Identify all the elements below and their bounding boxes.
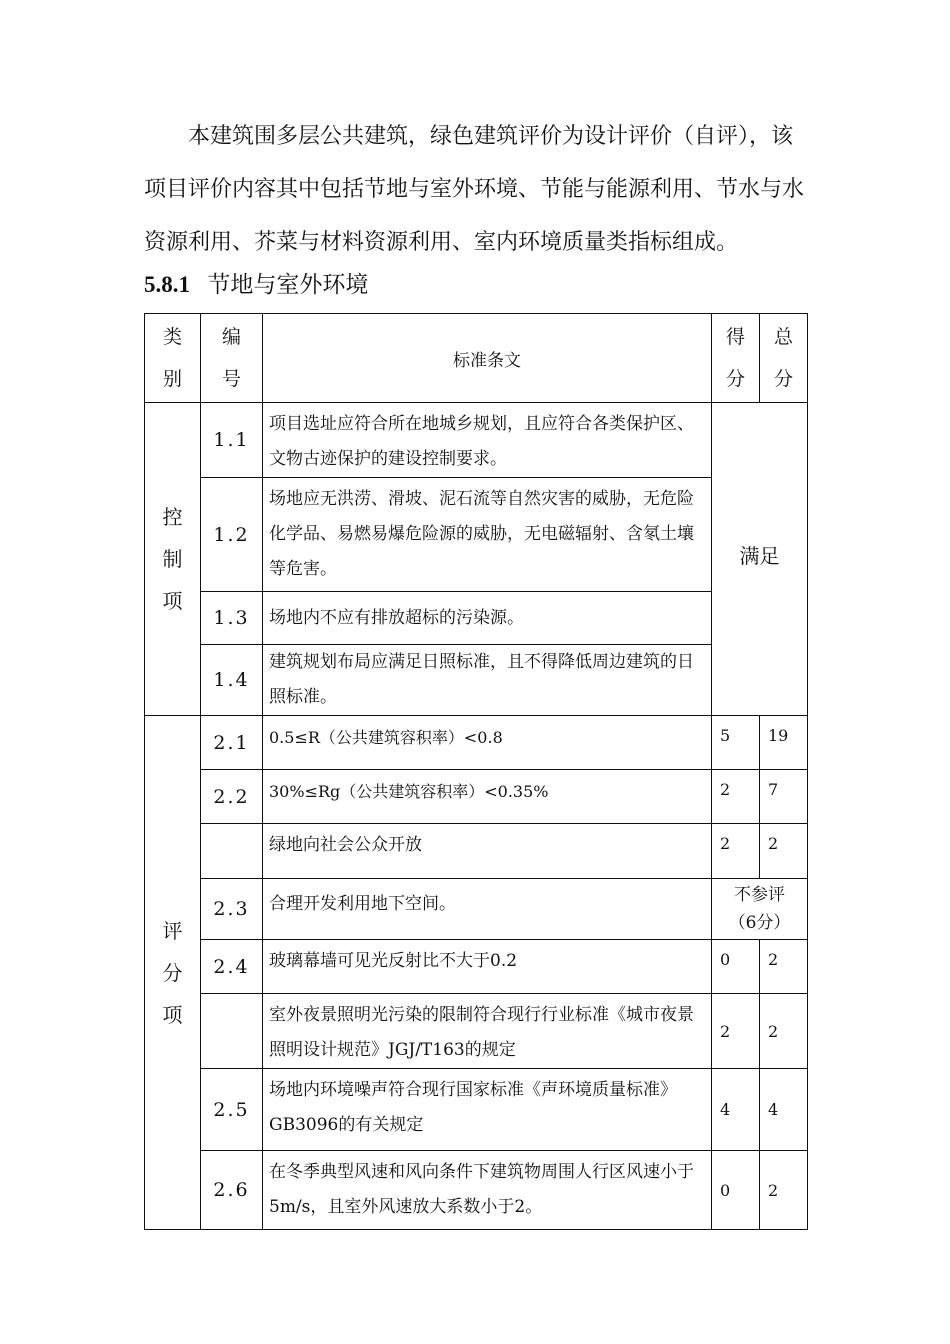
row-number: 2.6 [201, 1151, 263, 1230]
row-total: 2 [760, 994, 808, 1069]
row-score: 2 [712, 770, 760, 824]
row-clause: 场地内环境噪声符合现行国家标准《声环境质量标准》GB3096的有关规定 [263, 1069, 712, 1151]
row-total: 2 [760, 1151, 808, 1230]
row-merged-score: 不参评（6分） [712, 879, 808, 940]
row-clause: 玻璃幕墙可见光反射比不大于0.2 [263, 940, 712, 994]
row-clause: 场地应无洪涝、滑坡、泥石流等自然灾害的威胁，无危险化学品、易燃易爆危险源的威胁，无电磁辐射、含氡土壤等危害。 [263, 478, 712, 592]
table-row [145, 645, 808, 716]
section-number: 5.8.1 [144, 272, 190, 297]
header-clause: 标准条文 [263, 314, 712, 403]
row-number: 2.5 [201, 1069, 263, 1151]
row-score: 4 [712, 1069, 760, 1151]
table-row [145, 716, 808, 770]
table-row [145, 592, 808, 645]
category-control: 控 制 项 [145, 403, 201, 716]
table-row [145, 879, 808, 940]
row-number [201, 994, 263, 1069]
row-number: 1.4 [201, 645, 263, 716]
row-clause: 在冬季典型风速和风向条件下建筑物周围人行区风速小于5m/s，且室外风速放大系数小于2。 [263, 1151, 712, 1230]
intro-paragraph [144, 110, 808, 269]
table-row [145, 940, 808, 994]
table-row [145, 1151, 808, 1230]
intro-line-1: 本建筑围多层公共建筑，绿色建筑评价为设计评价（自评），该 [188, 124, 794, 149]
row-score: 2 [712, 994, 760, 1069]
row-clause: 合理开发利用地下空间。 [263, 879, 712, 940]
table-row [145, 824, 808, 879]
evaluation-table [144, 313, 808, 1230]
row-score: 0 [712, 1151, 760, 1230]
row-clause: 建筑规划布局应满足日照标准，且不得降低周边建筑的日照标准。 [263, 645, 712, 716]
table-row [145, 994, 808, 1069]
row-total: 7 [760, 770, 808, 824]
row-number: 1.2 [201, 478, 263, 592]
header-number: 编 号 [201, 314, 263, 403]
row-number: 2.3 [201, 879, 263, 940]
row-score: 5 [712, 716, 760, 770]
row-number: 1.1 [201, 403, 263, 478]
table-row [145, 1069, 808, 1151]
row-total: 2 [760, 824, 808, 879]
row-score: 2 [712, 824, 760, 879]
control-result: 满足 [712, 403, 808, 716]
header-row [145, 314, 808, 403]
row-clause: 绿地向社会公众开放 [263, 824, 712, 879]
header-score: 得 分 [712, 314, 760, 403]
row-total: 2 [760, 940, 808, 994]
row-clause: 0.5≤R（公共建筑容积率）<0.8 [263, 716, 712, 770]
row-total: 19 [760, 716, 808, 770]
category-scoring: 评 分 项 [145, 716, 201, 1230]
table-row [145, 478, 808, 592]
row-clause: 场地内不应有排放超标的污染源。 [263, 592, 712, 645]
intro-line-3: 资源利用、芥菜与材料资源利用、室内环境质量类指标组成。 [144, 230, 739, 255]
row-number: 2.2 [201, 770, 263, 824]
row-number [201, 824, 263, 879]
row-clause: 项目选址应符合所在地城乡规划，且应符合各类保护区、文物古迹保护的建设控制要求。 [263, 403, 712, 478]
row-score: 0 [712, 940, 760, 994]
row-number: 2.1 [201, 716, 263, 770]
row-clause: 室外夜景照明光污染的限制符合现行行业标准《城市夜景照明设计规范》JGJ/T163的规定 [263, 994, 712, 1069]
header-total: 总 分 [760, 314, 808, 403]
table-row [145, 403, 808, 478]
table-row [145, 770, 808, 824]
row-clause: 30%≤Rg（公共建筑容积率）<0.35% [263, 770, 712, 824]
row-number: 2.4 [201, 940, 263, 994]
row-total: 4 [760, 1069, 808, 1151]
header-category: 类 别 [145, 314, 201, 403]
section-heading [144, 266, 368, 299]
row-number: 1.3 [201, 592, 263, 645]
section-title: 节地与室外环境 [207, 272, 369, 298]
intro-line-2: 项目评价内容其中包括节地与室外环境、节能与能源利用、节水与水 [144, 177, 805, 202]
